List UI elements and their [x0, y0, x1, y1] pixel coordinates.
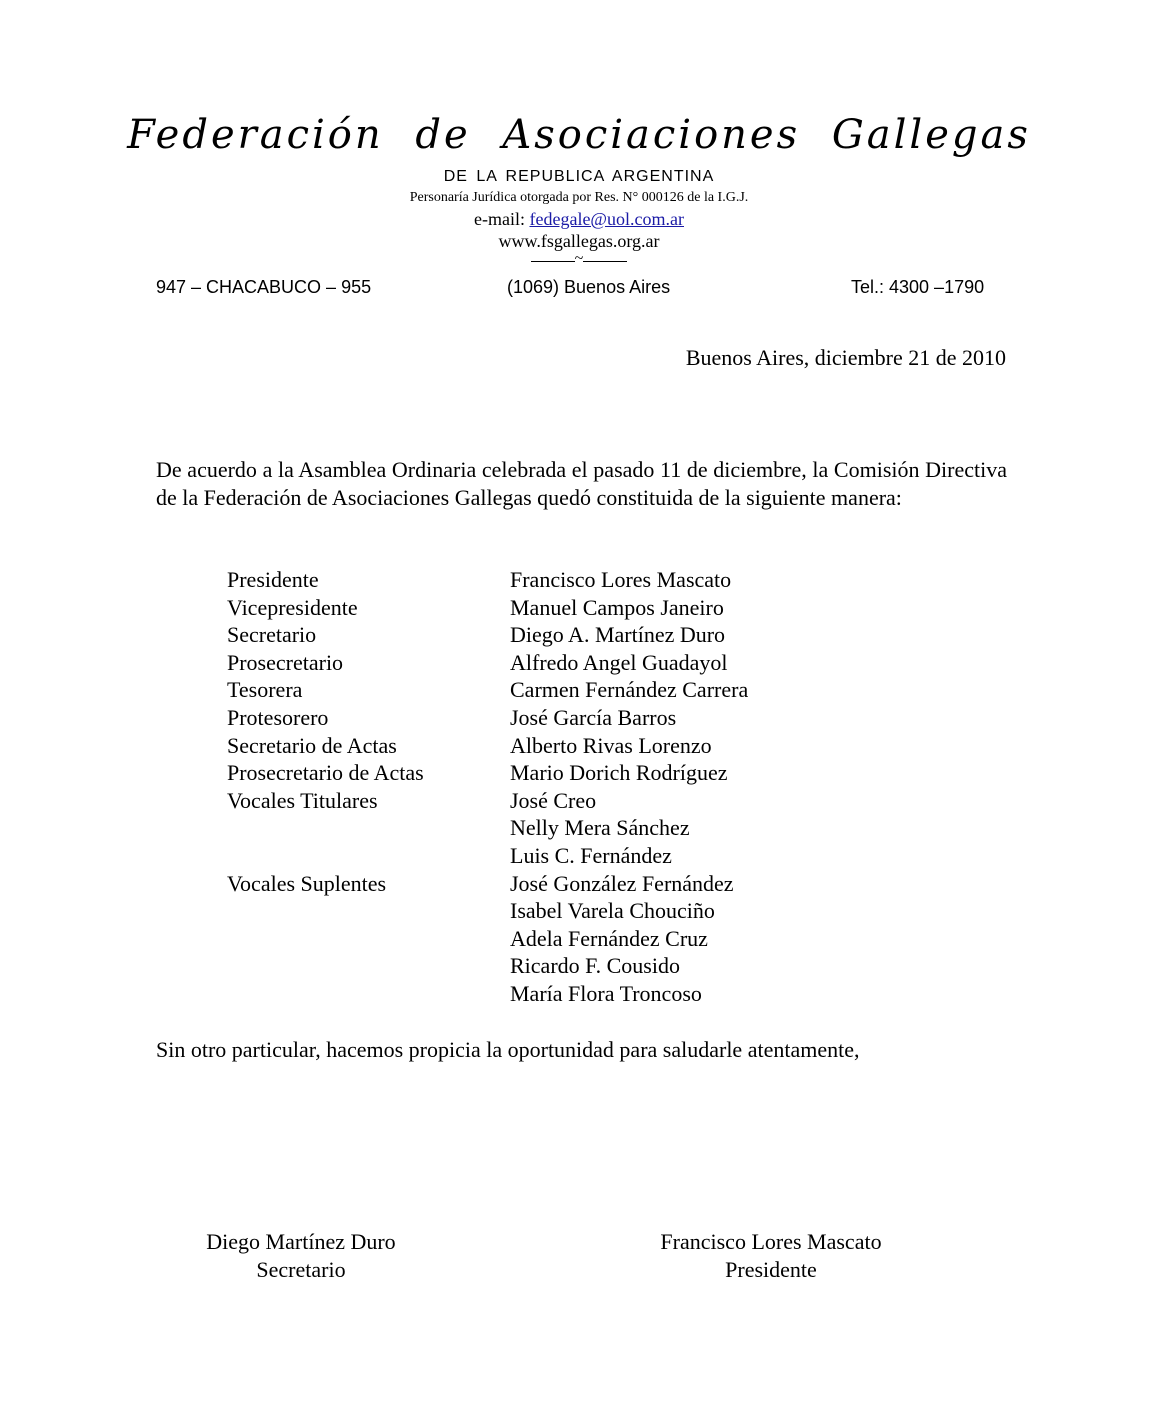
roster-role: Vicepresidente [227, 594, 358, 620]
roster-row [0, 952, 1158, 980]
roster-name: Mario Dorich Rodríguez [510, 760, 728, 786]
roster-name: Alfredo Angel Guadayol [510, 649, 728, 675]
roster-name: Diego A. Martínez Duro [510, 622, 726, 648]
roster-row [0, 732, 1158, 760]
roster-row [0, 704, 1158, 732]
roster-role: Presidente [227, 567, 319, 592]
roster-row [0, 842, 1158, 870]
organization-title: Federación de Asociaciones Gallegas [127, 112, 1031, 158]
roster-row [0, 676, 1158, 704]
roster-name: Francisco Lores Mascato [510, 567, 732, 592]
letter-date: Buenos Aires, diciembre 21 de 2010 [685, 345, 1006, 370]
roster-name: José González Fernández [510, 870, 734, 896]
roster-role: Tesorera [227, 677, 303, 703]
roster-row [0, 594, 1158, 622]
roster-name: José García Barros [510, 704, 677, 730]
website: www.fsgallegas.org.ar [498, 231, 660, 251]
signature-secretary [171, 1228, 431, 1284]
roster-name: José Creo [510, 787, 597, 813]
email-label: e-mail: [474, 209, 530, 229]
ornament-tilde: ~ [574, 250, 584, 267]
roster-row [0, 759, 1158, 787]
roster-role: Vocales Titulares [227, 787, 378, 813]
intro-paragraph: De acuerdo a la Asamblea Ordinaria celebrada el pasado 11 de diciembre, la Comisión Directiva de la Federación de Asociaciones Gallegas quedó constituida de la siguiente manera: [156, 457, 1007, 510]
roster-role: Prosecretario [227, 649, 344, 675]
roster-name: Carmen Fernández Carrera [510, 677, 749, 703]
roster-name: Alberto Rivas Lorenzo [510, 732, 712, 758]
city: (1069) Buenos Aires [507, 277, 671, 297]
signature-name: Diego Martínez Duro [206, 1229, 396, 1254]
signature-title: Secretario [256, 1257, 346, 1282]
legal-registration: Personaría Jurídica otorgada por Res. N° 000126 de la I.G.J. [409, 190, 749, 205]
roster-role: Prosecretario de Actas [227, 760, 424, 786]
roster-row [0, 870, 1158, 898]
roster-role: Secretario [227, 622, 317, 648]
roster-role: Secretario de Actas [227, 732, 397, 758]
closing-line: Sin otro particular, hacemos propicia la oportunidad para saludarle atentamente, [156, 1037, 860, 1062]
roster-row [0, 980, 1158, 1008]
roster-row [0, 814, 1158, 842]
roster-role: Protesorero [227, 704, 329, 730]
roster-name: Luis C. Fernández [510, 842, 672, 868]
roster-row [0, 566, 1158, 594]
roster-name: Isabel Varela Chouciño [510, 898, 715, 924]
roster-name: Ricardo F. Cousido [510, 953, 680, 979]
roster-role: Vocales Suplentes [227, 870, 387, 896]
signature-name: Francisco Lores Mascato [660, 1229, 882, 1254]
signature-president [631, 1228, 911, 1284]
roster-row [0, 649, 1158, 677]
roster-row [0, 925, 1158, 953]
email-line [0, 209, 1158, 230]
header-ornament [0, 250, 1158, 268]
email-link[interactable]: fedegale@uol.com.ar [529, 209, 684, 229]
address: 947 – CHACABUCO – 955 [156, 277, 372, 297]
roster-name: Adela Fernández Cruz [510, 925, 708, 951]
ornament-rule-right [583, 261, 627, 262]
roster-name: Manuel Campos Janeiro [510, 594, 724, 620]
signature-title: Presidente [725, 1257, 817, 1282]
organization-subtitle: DE LA REPUBLICA ARGENTINA [443, 168, 715, 185]
roster-row [0, 897, 1158, 925]
roster-row [0, 787, 1158, 815]
board-roster [0, 566, 1158, 1008]
roster-name: María Flora Troncoso [510, 980, 702, 1006]
roster-name: Nelly Mera Sánchez [510, 815, 690, 841]
phone: Tel.: 4300 –1790 [851, 277, 985, 297]
ornament-rule-left [531, 261, 575, 262]
roster-row [0, 621, 1158, 649]
